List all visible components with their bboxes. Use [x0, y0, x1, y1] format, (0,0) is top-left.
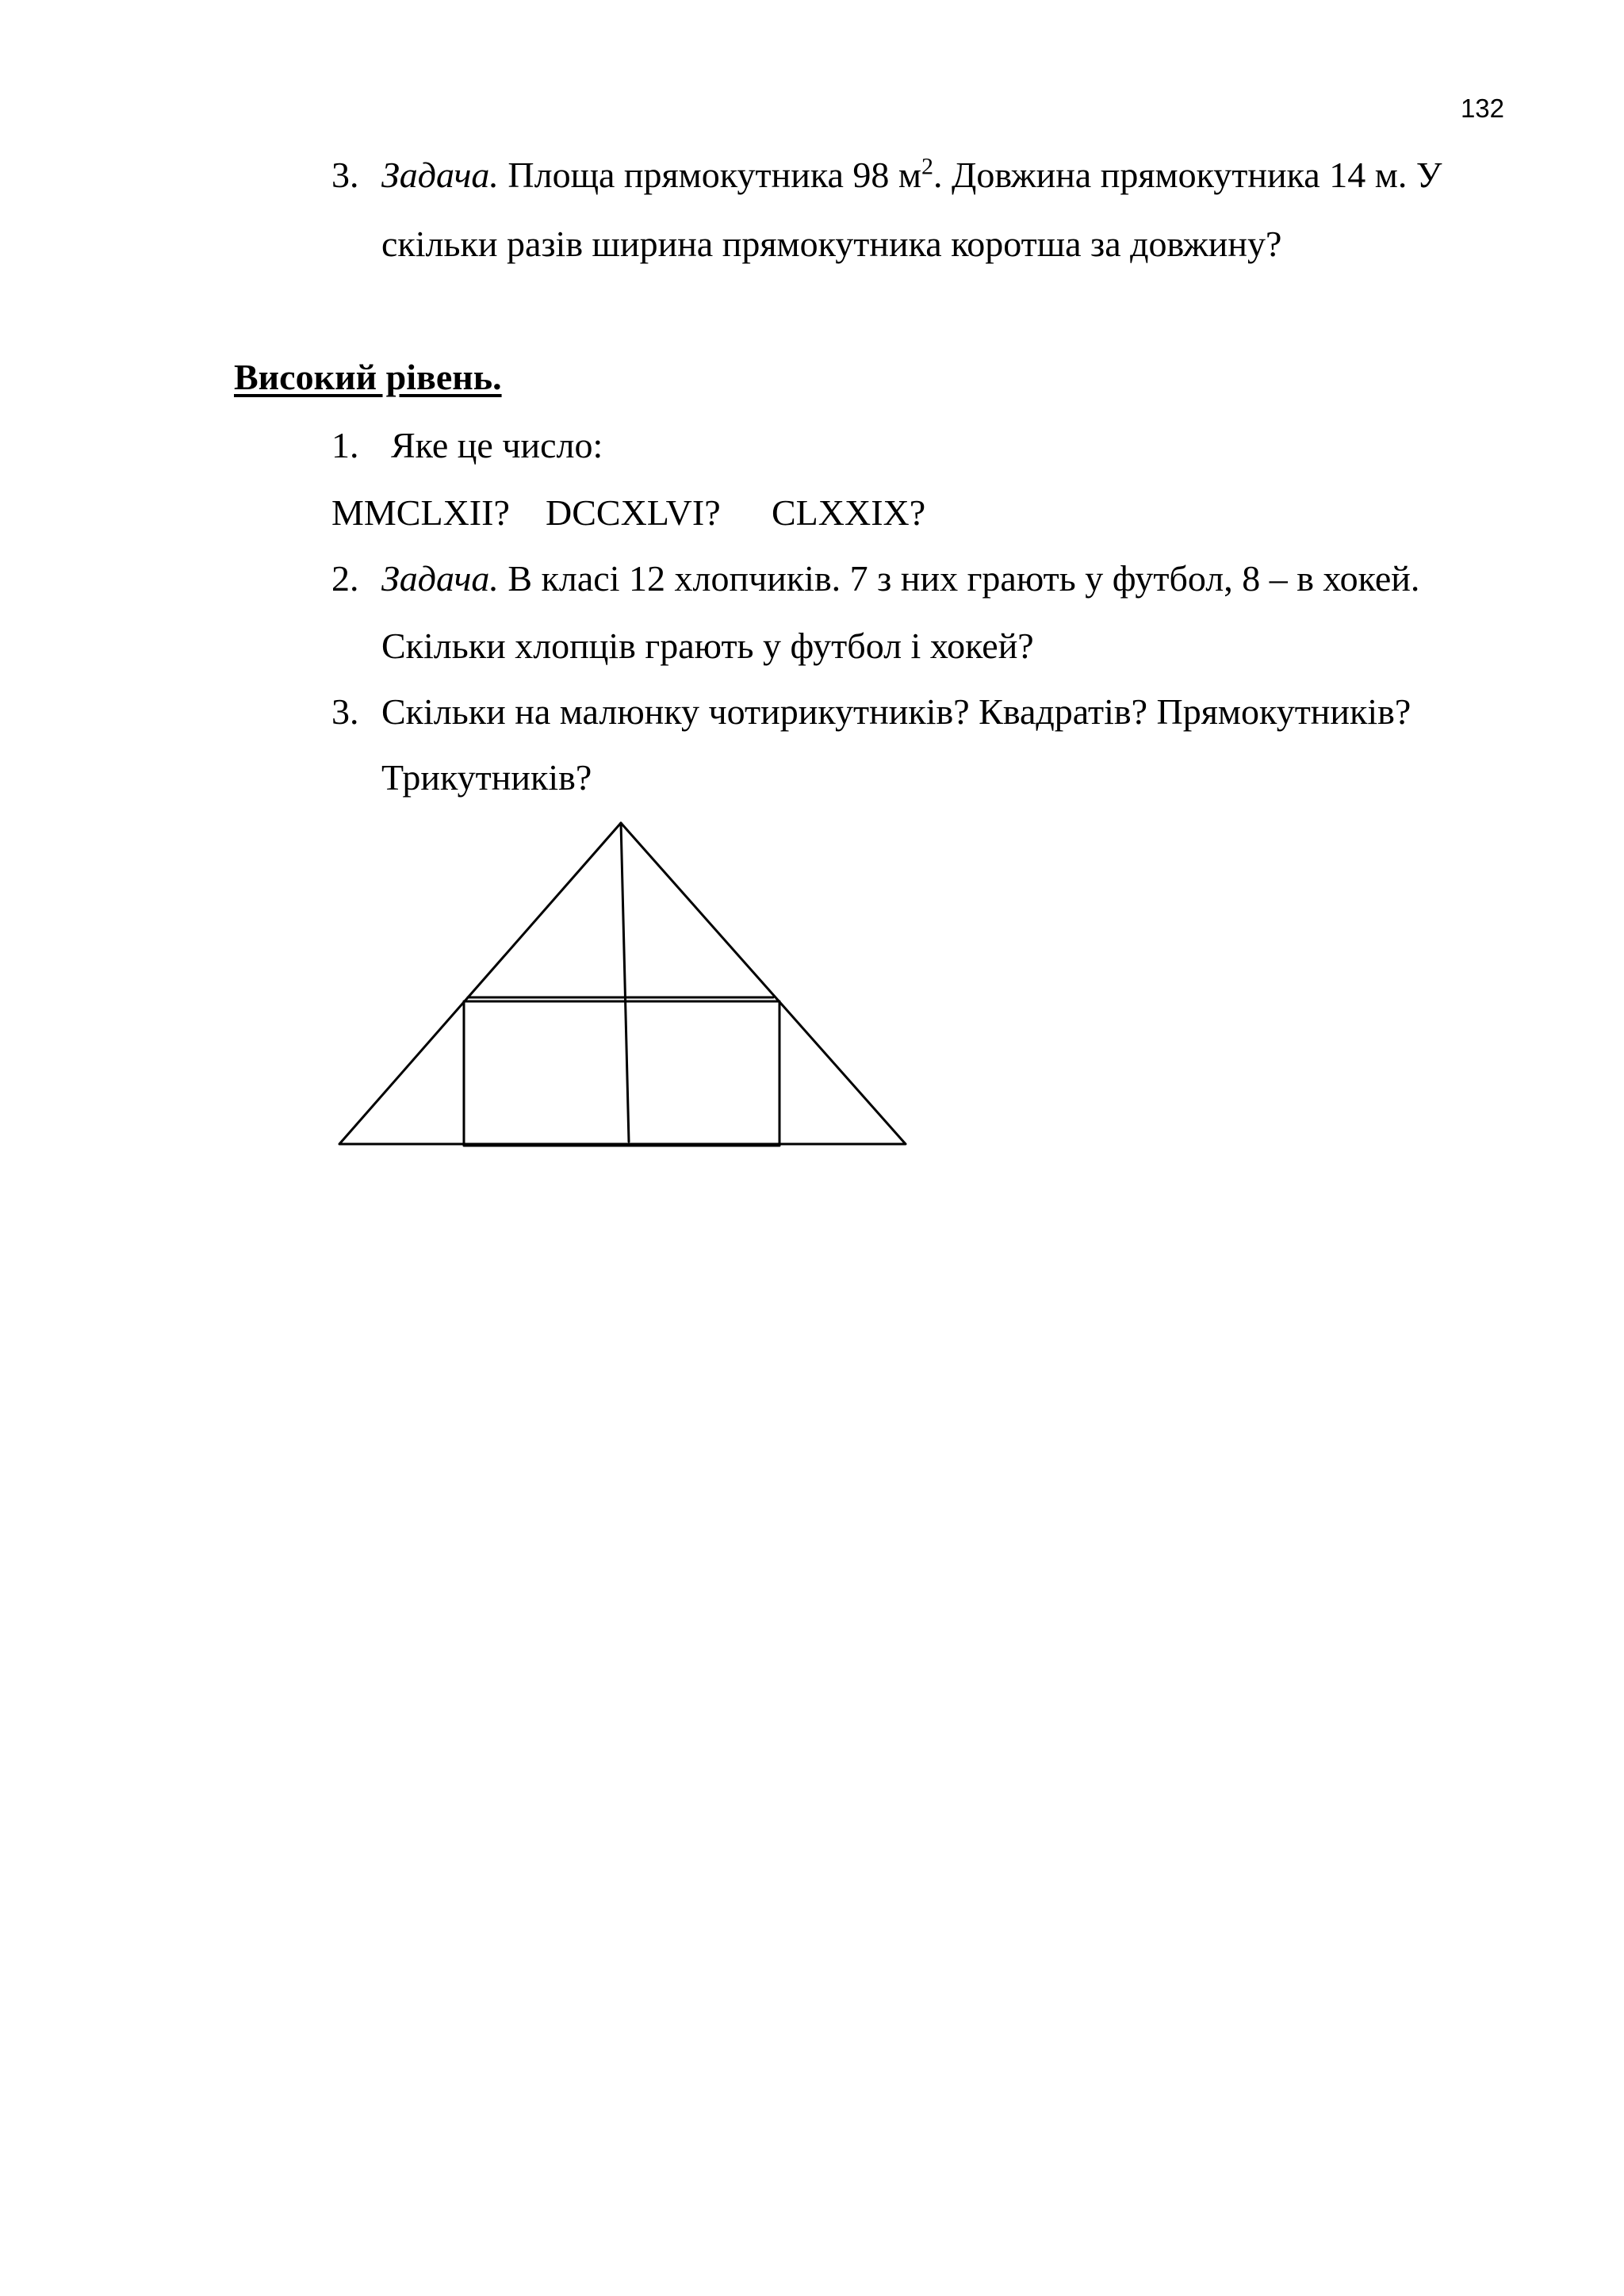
roman-numeral-1: MMCLXII? — [331, 492, 510, 533]
page-number: 132 — [1460, 94, 1504, 123]
task-3b-line-2: Трикутників? — [381, 757, 592, 798]
task-2-number: 2. — [331, 558, 359, 599]
task-2-line-2: Скільки хлопців грають у футбол і хокей? — [381, 626, 1034, 666]
task-3-line-2: скільки разів ширина прямокутника коротша за довжину? — [381, 224, 1282, 264]
task-2-text: В класі 12 хлопчиків. 7 з них грають у футбол, 8 – в хокей. — [498, 558, 1420, 599]
task-3-label: Задача. — [381, 155, 499, 195]
task-3-superscript: 2 — [921, 153, 934, 180]
task-2-label: Задача. — [381, 558, 499, 599]
task-3b-number: 3. — [331, 691, 359, 732]
inner-rectangle — [464, 1001, 779, 1146]
task-3-text-b: . Довжина прямокутника 14 м. У — [933, 155, 1442, 195]
roman-numeral-3: CLXXIX? — [772, 492, 926, 533]
task-3b-line-1: Скільки на малюнку чотирикутників? Квадратів? Прямокутників? — [381, 691, 1411, 732]
task-3-number: 3. — [331, 155, 359, 195]
task-3-text-a: Площа прямокутника 98 м — [498, 155, 922, 195]
roman-numeral-2: DCCXLVI? — [546, 492, 721, 533]
vertical-divider-line — [621, 823, 629, 1142]
task-1-text: Яке це число: — [391, 425, 603, 465]
task-1-number: 1. — [331, 425, 359, 465]
section-heading: Високий рівень. — [234, 357, 502, 397]
